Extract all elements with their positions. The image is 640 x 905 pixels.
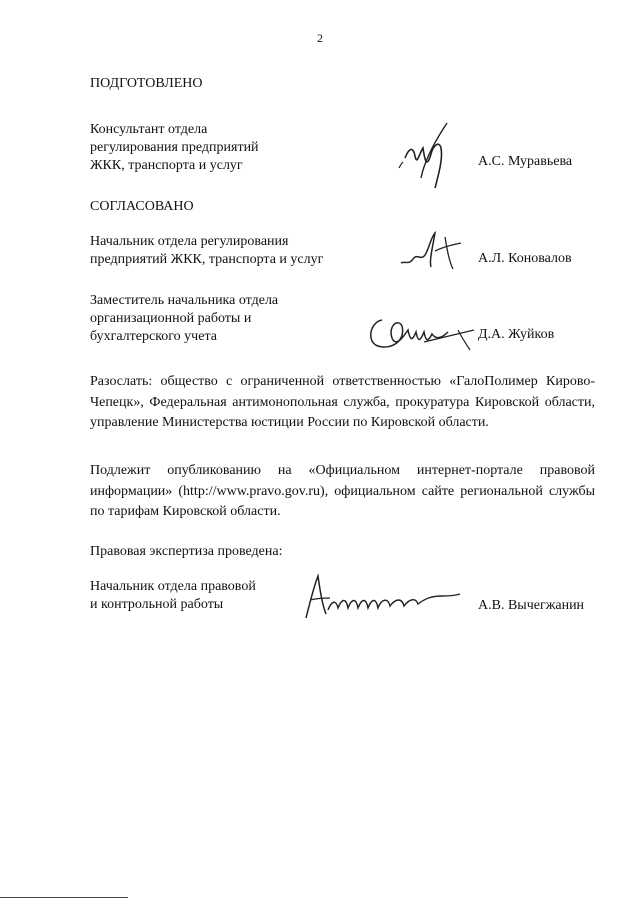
- position-line: Начальник отдела правовой: [90, 579, 256, 594]
- signature-muravyeva: [395, 118, 465, 193]
- position-line: Заместитель начальника отдела: [90, 293, 279, 308]
- prepared-heading: ПОДГОТОВЛЕНО: [90, 76, 203, 91]
- legal-review-position: [90, 578, 256, 614]
- agreed-signer-2-position: [90, 292, 278, 346]
- position-line: организационной работы и: [90, 311, 252, 326]
- prepared-name: А.С. Муравьева: [478, 154, 573, 169]
- agreed-signer-2-name: Д.А. Жуйков: [478, 327, 555, 342]
- signature-zhuykov: [362, 312, 477, 354]
- position-line: бухгалтерского учета: [90, 329, 217, 344]
- agreed-signer-1-position: [90, 233, 323, 269]
- position-line: ЖКК, транспорта и услуг: [90, 158, 243, 173]
- prepared-position: [90, 121, 259, 175]
- agreed-signer-1-name: А.Л. Коновалов: [478, 251, 572, 266]
- legal-review-statement: Правовая экспертиза проведена:: [90, 544, 283, 559]
- position-line: регулирования предприятий: [90, 140, 259, 155]
- position-line: и контрольной работы: [90, 597, 224, 612]
- footnote-divider: [0, 897, 128, 898]
- distribution-paragraph: Разослать: общество с ограниченной ответственностью «ГалоПолимер Кирово-Чепецк», Федеральная антимонопольная служба, прокуратура Кировской области, управление Министерства юстиции России по Кировской области.: [90, 374, 595, 430]
- signature-vychegzhanin: [292, 572, 467, 622]
- signature-konovalov: [395, 225, 475, 275]
- publication-paragraph: Подлежит опубликованию на «Официальном интернет-портале правовой информации» (http://www.pravo.gov.ru), официальном сайте региональной службы по тарифам Кировской области.: [90, 463, 595, 519]
- position-line: предприятий ЖКК, транспорта и услуг: [90, 252, 324, 267]
- agreed-heading: СОГЛАСОВАНО: [90, 199, 194, 214]
- legal-review-name: А.В. Вычегжанин: [478, 598, 585, 613]
- position-line: Начальник отдела регулирования: [90, 234, 289, 249]
- position-line: Консультант отдела: [90, 122, 208, 137]
- page-number: 2: [317, 31, 323, 45]
